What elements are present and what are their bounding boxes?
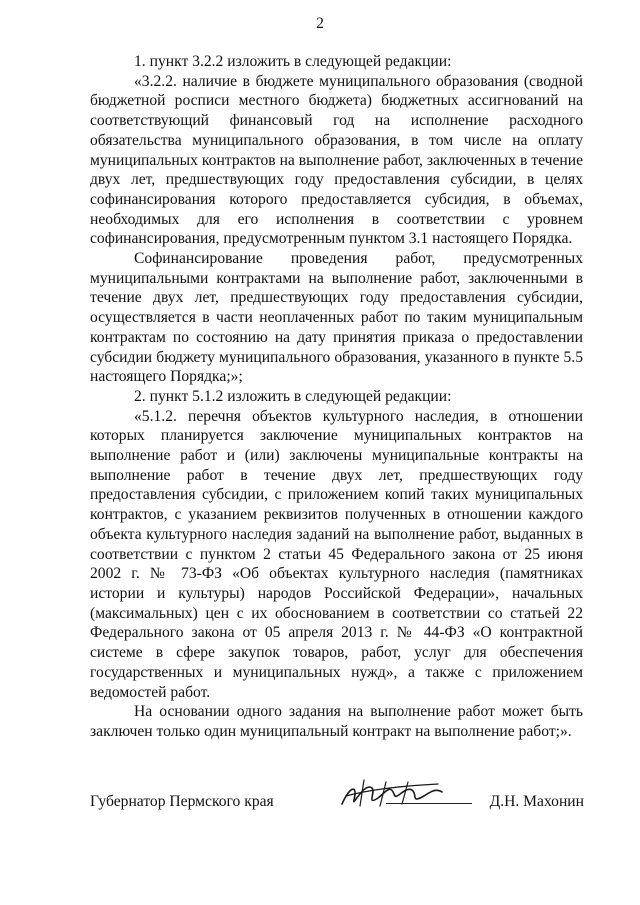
page-number: 2	[316, 15, 324, 32]
signatory-position: Губернатор Пермского края	[90, 793, 274, 810]
signature-line	[386, 803, 472, 804]
paragraph-clause-5-1-2: «5.1.2. перечня объектов культурного наследия, в отношении которых планируется заключение муниципальных контрактов на выполнение работ и (или) заключены муниципальные контракты на выполнение работ в течение двух лет, предшествующих году предоставления субсидии, с приложением копий таких муниципальных контрактов, с указанием реквизитов полученных в отношении каждого объекта культурного наследия заданий на выполнение работ, выданных в соответствии с пунктом 2 статьи 45 Федерального закона от 25 июня 2002 г. № 73-ФЗ «Об объектах культурного наследия (памятниках истории и культуры) народов Российской Федерации», начальных (максимальных) цен с их обоснованием в соответствии со статьей 22 Федерального закона от 05 апреля 2013 г. № 44-ФЗ «О контрактной системе в сфере закупок товаров, работ, услуг для обеспечения государственных и муниципальных нужд», а также с приложением ведомостей работ.	[90, 407, 583, 701]
paragraph-clause-3-2-2: «3.2.2. наличие в бюджете муниципального образования (сводной бюджетной росписи местного бюджета) бюджетных ассигнований на соответствующий финансовый год на исполнение расходного обязательства муниципального образования, в том числе на оплату муниципальных контрактов на выполнение работ, заключенных в течение двух лет, предшествующих году предоставления субсидии, в целях софинансирования которого предоставляется субсидия, в объемах, необходимых для его исполнения в соответствии с уровнем софинансирования, предусмотренным пунктом 3.1 настоящего Порядка.	[90, 72, 583, 248]
handwritten-signature	[320, 776, 470, 816]
paragraph-amendment-1: 1. пункт 3.2.2 изложить в следующей редакции:	[134, 53, 452, 70]
document-body	[90, 52, 583, 742]
signature-block	[90, 784, 584, 824]
signatory-name: Д.Н. Махонин	[489, 793, 584, 810]
paragraph-amendment-2: 2. пункт 5.1.2 изложить в следующей редакции:	[134, 387, 452, 405]
paragraph-cofinancing: Софинансирование проведения работ, предусмотренных муниципальными контрактами на выполнение работ, заключенными в течение двух лет, предшествующих году предоставления субсидии, осуществляется в части неоплаченных работ по таким муниципальным контрактам по состоянию на дату принятия приказа о предоставлении субсидии бюджету муниципального образования, указанного в пункте 5.5 настоящего Порядка;»;	[90, 250, 583, 386]
paragraph-single-contract: На основании одного задания на выполнение работ может быть заключен только один муниципальный контракт на выполнение работ;».	[90, 703, 583, 740]
